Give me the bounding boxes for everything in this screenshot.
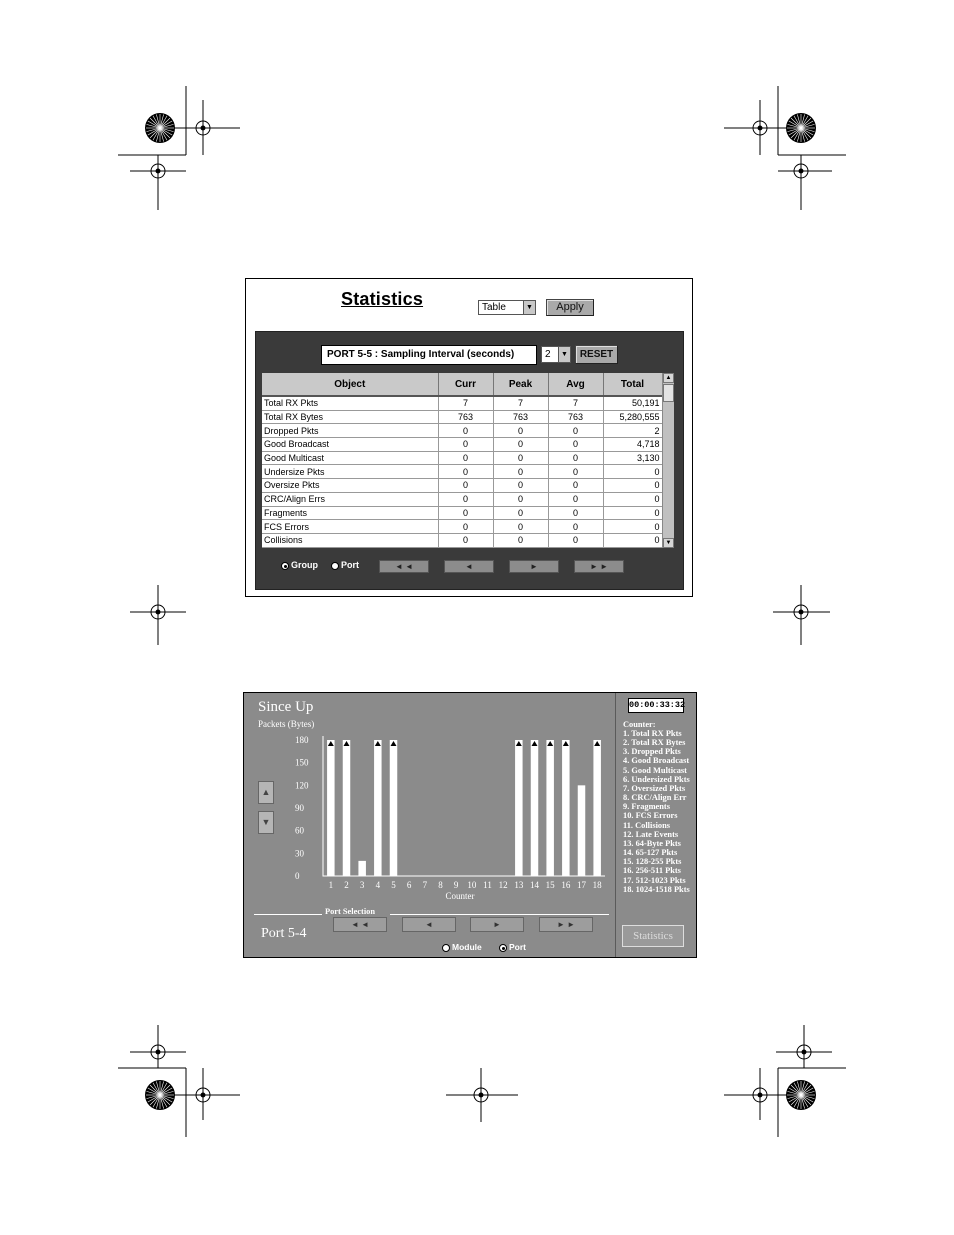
double-right-arrow-icon: ► ► (589, 562, 609, 571)
table-row (262, 424, 662, 438)
x-tick-label: 3 (359, 880, 365, 890)
view-mode-select[interactable] (478, 300, 536, 315)
table-cell: 0 (438, 465, 493, 479)
last-port-button[interactable] (539, 917, 593, 932)
x-tick-label: 4 (375, 880, 381, 890)
counter-legend-item: 6. Undersized Pkts (623, 774, 690, 784)
port-radio-label: Port (341, 560, 359, 570)
x-tick-label: 11 (483, 880, 492, 890)
counter-legend-item: 16. 256-511 Pkts (623, 866, 681, 876)
table-cell: 3,130 (603, 451, 662, 465)
y-tick-label: 30 (295, 848, 304, 859)
bar (358, 861, 366, 876)
double-left-arrow-icon: ◄ ◄ (394, 562, 414, 571)
x-axis-label: Counter (445, 891, 475, 901)
x-tick-label: 16 (561, 880, 571, 890)
table-cell: 0 (603, 465, 662, 479)
port-selection-rule-left (254, 914, 322, 915)
table-row (262, 465, 662, 479)
x-tick-label: 13 (514, 880, 524, 890)
first-port-button[interactable] (333, 917, 387, 932)
statistics-table-container (262, 373, 674, 548)
right-arrow-icon: ► (530, 562, 538, 571)
scroll-down-icon[interactable]: ▼ (663, 538, 674, 548)
x-tick-label: 2 (344, 880, 349, 890)
table-row (262, 451, 662, 465)
chart-title: Since Up (258, 699, 314, 715)
port-selection-label: Port Selection (325, 907, 376, 916)
counter-legend-item: 9. Fragments (623, 802, 670, 812)
x-tick-label: 1 (328, 880, 334, 890)
column-header[interactable]: Curr (438, 373, 493, 396)
table-cell: 0 (548, 520, 603, 534)
bar (515, 740, 523, 876)
chevron-down-icon[interactable]: ▼ (523, 301, 535, 314)
counter-legend-item: 11. Collisions (623, 820, 671, 830)
port-name: Port 5-4 (261, 926, 307, 941)
module-radio-label: Module (452, 942, 482, 952)
group-radio-label: Group (291, 560, 318, 570)
counter-legend-item: 4. Good Broadcast (623, 756, 690, 766)
y-tick-label: 120 (295, 780, 309, 791)
table-row (262, 506, 662, 520)
counter-legend (623, 729, 690, 894)
row-label: Collisions (262, 533, 438, 547)
scroll-up-icon[interactable]: ▲ (663, 373, 674, 383)
x-tick-label: 7 (422, 880, 428, 890)
column-header[interactable]: Avg (548, 373, 603, 396)
column-header[interactable]: Total (603, 373, 662, 396)
table-row (262, 438, 662, 452)
table-cell: 0 (548, 492, 603, 506)
table-row (262, 410, 662, 424)
last-port-button[interactable] (574, 560, 624, 573)
x-tick-label: 8 (438, 880, 443, 890)
counter-legend-item: 1. Total RX Pkts (623, 729, 682, 738)
y-tick-label: 150 (295, 757, 309, 768)
counter-legend-item: 10. FCS Errors (623, 811, 678, 821)
bar (578, 785, 586, 876)
statistics-title: Statistics (341, 289, 424, 309)
port-radio[interactable] (331, 562, 339, 570)
elapsed-timer: 00:00:33:32 (628, 698, 684, 713)
table-cell: 0 (493, 533, 548, 547)
down-arrow-icon: ▼ (261, 817, 271, 827)
up-arrow-icon: ▲ (261, 787, 271, 797)
chevron-down-icon[interactable]: ▼ (558, 347, 570, 362)
table-cell: 0 (438, 492, 493, 506)
previous-port-button[interactable] (444, 560, 494, 573)
table-row (262, 533, 662, 547)
column-header[interactable]: Object (262, 373, 438, 396)
table-row (262, 492, 662, 506)
right-arrow-icon: ► (493, 920, 501, 929)
port-sampling-label: PORT 5-5 : Sampling Interval (seconds) (321, 345, 537, 365)
first-port-button[interactable] (379, 560, 429, 573)
row-label: CRC/Align Errs (262, 492, 438, 506)
scrollbar-thumb[interactable] (663, 384, 674, 402)
counters-heading: Counter: (623, 720, 656, 729)
table-cell: 0 (548, 451, 603, 465)
row-label: Undersize Pkts (262, 465, 438, 479)
row-label: Dropped Pkts (262, 424, 438, 438)
row-label: Total RX Bytes (262, 410, 438, 424)
column-header[interactable]: Peak (493, 373, 548, 396)
table-cell: 0 (548, 424, 603, 438)
panel-divider (615, 693, 616, 958)
port-radio-label: Port (509, 942, 526, 952)
counter-legend-item: 3. Dropped Pkts (623, 747, 681, 757)
statistics-table (262, 373, 663, 548)
table-scrollbar[interactable] (662, 373, 674, 548)
y-tick-label: 60 (295, 825, 304, 836)
table-cell: 0 (438, 451, 493, 465)
table-cell: 0 (603, 492, 662, 506)
table-cell: 0 (548, 465, 603, 479)
table-cell: 0 (603, 520, 662, 534)
apply-button[interactable]: Apply (546, 299, 594, 316)
table-cell: 763 (438, 410, 493, 424)
sampling-interval-value: 2 (545, 349, 551, 360)
table-cell: 763 (548, 410, 603, 424)
x-tick-label: 12 (498, 880, 508, 890)
table-cell: 0 (603, 506, 662, 520)
x-tick-label: 10 (467, 880, 477, 890)
left-arrow-icon: ◄ (425, 920, 433, 929)
table-header-row (262, 373, 662, 396)
scale-up-button[interactable] (258, 781, 274, 804)
table-row (262, 479, 662, 493)
table-row (262, 396, 662, 410)
counter-legend-item: 8. CRC/Align Err (623, 793, 687, 803)
double-right-arrow-icon: ► ► (556, 920, 576, 929)
sampling-interval-select[interactable] (541, 346, 571, 363)
table-row (262, 520, 662, 534)
row-label: Good Broadcast (262, 438, 438, 452)
port-radio[interactable] (499, 944, 507, 952)
x-tick-label: 15 (545, 880, 555, 890)
counter-legend-item: 17. 512-1023 Pkts (623, 875, 686, 885)
x-tick-label: 17 (577, 880, 586, 890)
y-tick-label: 90 (295, 803, 304, 813)
table-cell: 0 (493, 520, 548, 534)
counter-legend-item: 7. Oversized Pkts (623, 783, 686, 793)
table-cell: 7 (548, 396, 603, 410)
x-tick-label: 18 (592, 880, 602, 890)
table-cell: 0 (548, 479, 603, 493)
table-cell: 0 (438, 506, 493, 520)
bar (546, 740, 554, 876)
table-cell: 0 (493, 492, 548, 506)
row-label: FCS Errors (262, 520, 438, 534)
since-up-window (243, 692, 697, 958)
table-cell: 5,280,555 (603, 410, 662, 424)
statistics-frame (255, 331, 684, 590)
counter-legend-item: 15. 128-255 Pkts (623, 857, 682, 867)
table-cell: 0 (493, 424, 548, 438)
statistics-window (245, 278, 693, 597)
table-cell: 0 (438, 479, 493, 493)
y-tick-label: 180 (295, 735, 309, 745)
bar (343, 740, 351, 876)
table-cell: 763 (493, 410, 548, 424)
counter-legend-item: 18. 1024-1518 Pkts (623, 884, 690, 894)
y-tick-label: 0 (295, 871, 300, 881)
table-cell: 0 (603, 533, 662, 547)
bar (593, 740, 601, 876)
table-cell: 2 (603, 424, 662, 438)
bar (374, 740, 382, 876)
previous-port-button[interactable] (402, 917, 456, 932)
counter-legend-item: 5. Good Multicast (623, 765, 687, 775)
table-cell: 50,191 (603, 396, 662, 410)
table-cell: 0 (493, 438, 548, 452)
table-cell: 0 (493, 506, 548, 520)
table-cell: 7 (493, 396, 548, 410)
table-cell: 4,718 (603, 438, 662, 452)
row-label: Total RX Pkts (262, 396, 438, 410)
reset-button[interactable]: RESET (575, 345, 618, 364)
row-label: Oversize Pkts (262, 479, 438, 493)
table-cell: 0 (548, 438, 603, 452)
counter-legend-item: 13. 64-Byte Pkts (623, 838, 681, 848)
row-label: Good Multicast (262, 451, 438, 465)
group-radio[interactable] (281, 562, 289, 570)
next-port-button[interactable] (509, 560, 559, 573)
row-label: Fragments (262, 506, 438, 520)
table-cell: 0 (493, 451, 548, 465)
x-tick-label: 14 (530, 880, 539, 890)
statistics-button[interactable]: Statistics (622, 925, 684, 947)
scale-down-button[interactable] (258, 811, 274, 834)
table-cell: 0 (438, 438, 493, 452)
table-cell: 0 (438, 533, 493, 547)
bar (390, 740, 398, 876)
x-tick-label: 9 (453, 880, 459, 890)
table-cell: 7 (438, 396, 493, 410)
view-mode-value: Table (482, 302, 506, 313)
module-radio[interactable] (442, 944, 450, 952)
table-cell: 0 (493, 479, 548, 493)
next-port-button[interactable] (470, 917, 524, 932)
table-cell: 0 (603, 479, 662, 493)
bar (531, 740, 539, 876)
table-cell: 0 (493, 465, 548, 479)
table-cell: 0 (438, 424, 493, 438)
bar (562, 740, 570, 876)
x-tick-label: 5 (391, 880, 396, 890)
counter-legend-item: 2. Total RX Bytes (623, 738, 686, 748)
table-cell: 0 (548, 506, 603, 520)
bar (327, 740, 335, 876)
x-tick-label: 6 (406, 880, 412, 890)
counter-legend-item: 12. Late Events (623, 829, 679, 839)
double-left-arrow-icon: ◄ ◄ (350, 920, 370, 929)
counter-legend-item: 14. 65-127 Pkts (623, 848, 678, 858)
table-cell: 0 (438, 520, 493, 534)
port-selection-rule-right (390, 914, 609, 915)
left-arrow-icon: ◄ (465, 562, 473, 571)
y-axis-label: Packets (Bytes) (258, 719, 315, 729)
table-cell: 0 (548, 533, 603, 547)
